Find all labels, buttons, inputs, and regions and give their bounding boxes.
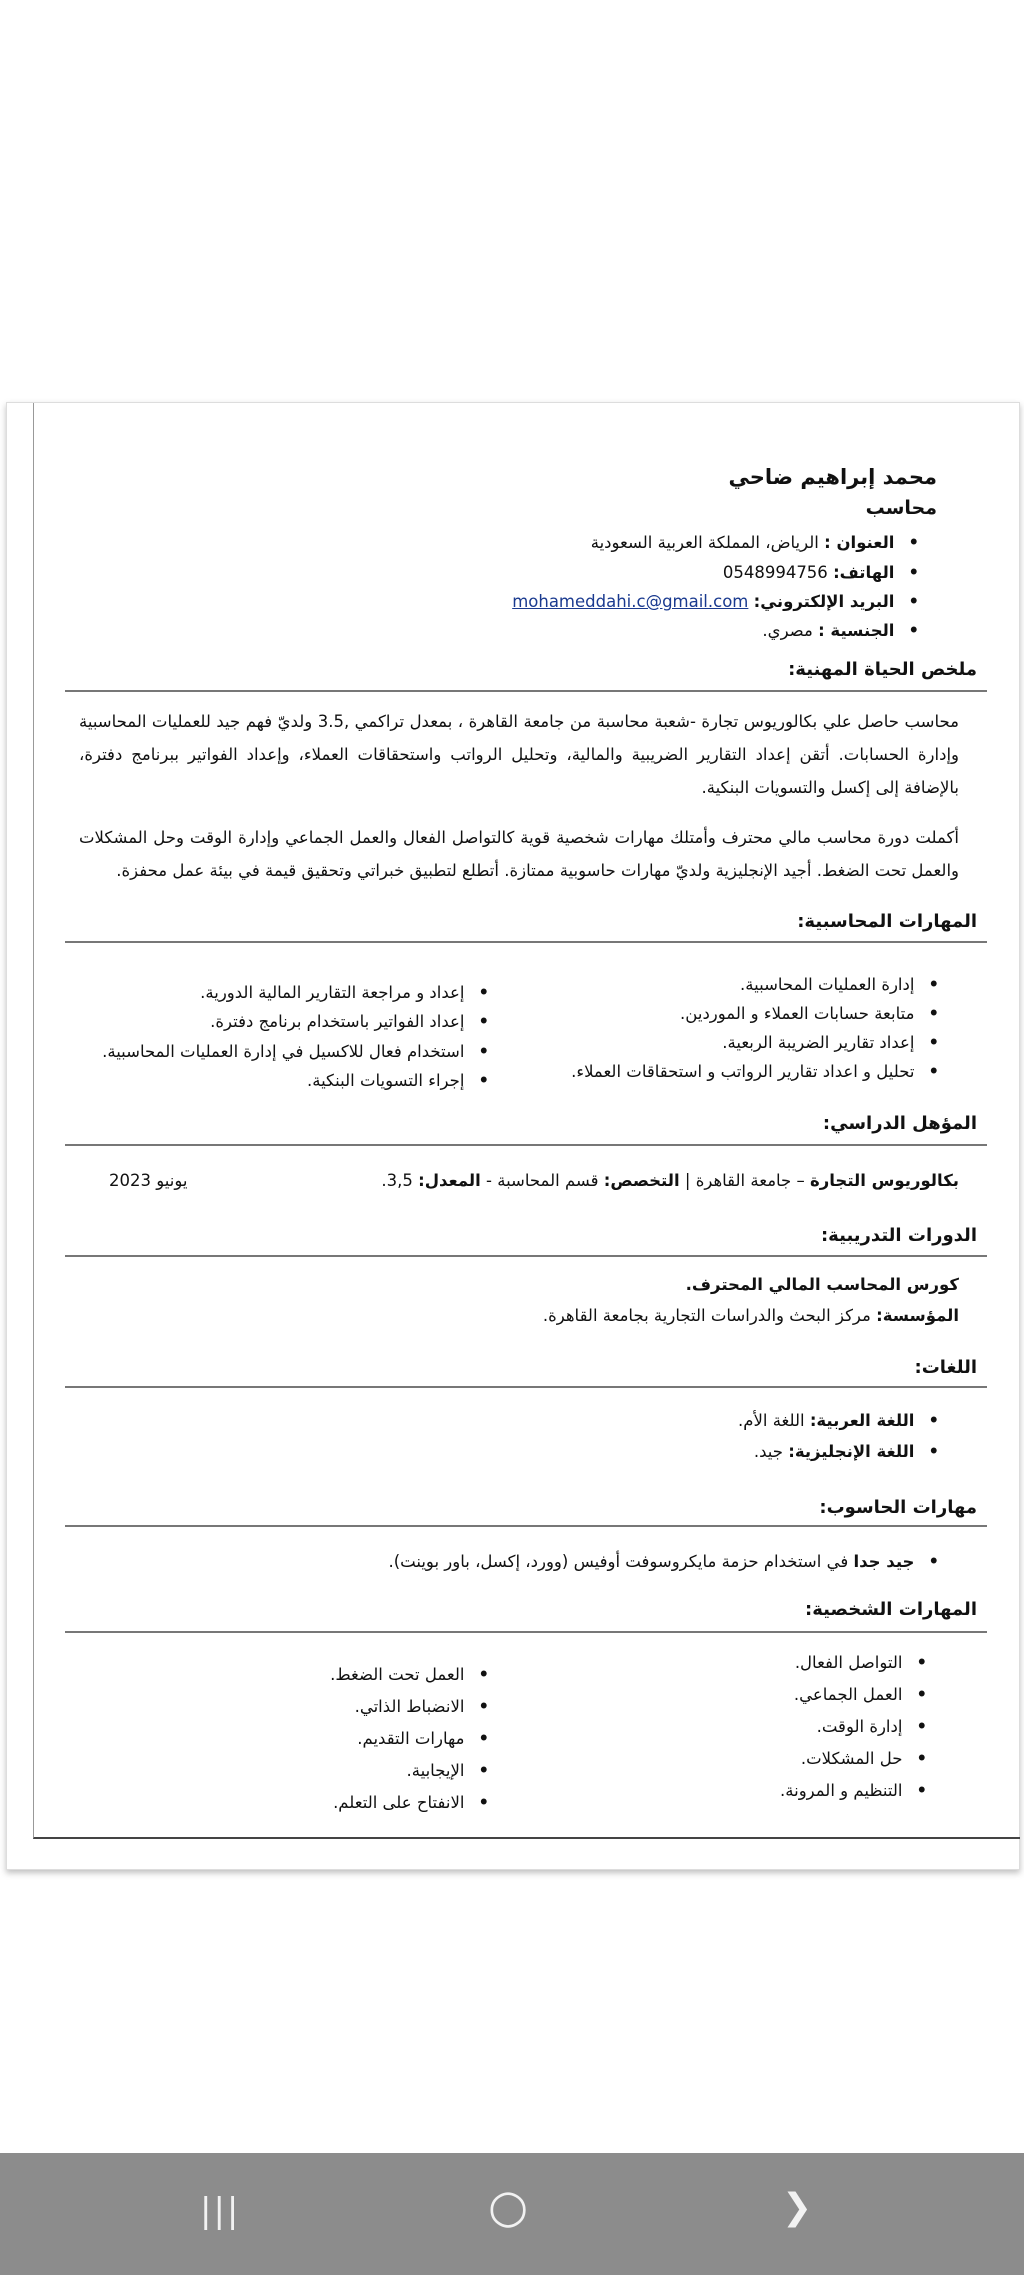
list-item: • الانضباط الذاتي. [355,1697,489,1716]
contact-phone [723,563,919,582]
language-english [754,1442,939,1461]
divider [65,941,987,943]
skill-text: في استخدام حزمة مايكروسوفت أوفيس (وورد، إكسل، باور بوينت). [388,1552,854,1571]
languages-heading: اللغات: [914,1357,977,1378]
major-label: التخصص: [603,1171,680,1190]
list-item: • إعداد الفواتير باستخدام برنامج دفترة. [210,1012,489,1031]
list-item: • الإيجابية. [407,1761,489,1780]
list-item: • إعداد تقارير الضريبة الربعية. [722,1033,939,1052]
list-item: • إعداد و مراجعة التقارير المالية الدورية. [200,983,489,1002]
divider [65,1255,987,1257]
skill-level: جيد جدا [853,1552,915,1571]
phone-value: 0548994756 [722,563,828,582]
summary-paragraph-1: محاسب حاصل علي بكالوريوس تجارة -شعبة محاسبة من جامعة القاهرة ، بمعدل تراكمي ,3.5 ولديّ فهم جيد للعمليات المحاسبية وإدارة الحسابات. أتقن إعداد التقارير الضريبية والمالية، وتحليل الرواتب واستحقاقات العملاء، وإعداد الفواتير ببرنامج دفترة، بالإضافة إلى إكسل والتسويات البنكية. [79,712,959,797]
resume-page [6,402,1020,1870]
list-item: • مهارات التقديم. [357,1729,489,1748]
contact-email [512,592,919,611]
list-item: • العمل الجماعي. [794,1685,927,1704]
university: – جامعة القاهرة | [679,1171,810,1190]
institution-label: المؤسسة: [876,1306,959,1325]
language-label: اللغة الإنجليزية: [788,1442,915,1461]
list-item: • إدارة الوقت. [817,1717,927,1736]
list-item: • التنظيم و المرونة. [780,1781,927,1800]
divider [65,1631,987,1633]
education-heading: المؤهل الدراسي: [822,1113,977,1134]
language-label: اللغة العربية: [809,1411,915,1430]
list-item: • استخدام فعال للاكسيل في إدارة العمليات المحاسبية. [102,1042,489,1061]
email-label: البريد الإلكتروني: [753,592,895,611]
course-title: كورس المحاسب المالي المحترف. [685,1275,959,1294]
recent-apps-icon[interactable]: ||| [200,2191,241,2231]
major: قسم المحاسبة - [480,1171,604,1190]
computer-skill-item [388,1552,939,1571]
degree: بكالوريوس التجارة [810,1171,959,1190]
summary-heading: ملخص الحياة المهنية: [788,659,977,680]
gpa: 3,5. [381,1171,419,1190]
candidate-name: محمد إبراهيم ضاحي [728,465,937,489]
summary-paragraph-2: أكملت دورة محاسب مالي محترف وأمتلك مهارات شخصية قوية كالتواصل الفعال والعمل الجماعي وإدارة الوقت وحل المشكلات والعمل تحت الضغط. أجيد الإنجليزية ولديّ مهارات حاسوبية ممتازة. أتطلع لتطبيق خبراتي وتحقيق قيمة في بيئة عمل محفزة. [79,828,959,880]
language-level: جيد. [753,1442,789,1461]
list-item: • تحليل و اعداد تقارير الرواتب و استحقاقات العملاء. [571,1062,939,1081]
home-icon[interactable]: ○ [488,2179,529,2233]
personal-skills-heading: المهارات الشخصية: [805,1599,977,1620]
email-link[interactable]: mohameddahi.c@gmail.com [512,592,749,611]
education-entry [381,1171,959,1190]
list-item: • العمل تحت الضغط. [330,1665,489,1684]
course-institution [543,1306,959,1325]
job-title: محاسب [865,497,937,519]
nationality-value: مصري. [762,621,813,640]
divider [65,1386,987,1388]
list-item: • حل المشكلات. [801,1749,927,1768]
list-item: • إجراء التسويات البنكية. [307,1071,489,1090]
android-navigation-bar [0,2153,1024,2275]
back-icon[interactable]: ❯ [782,2187,813,2228]
gpa-label: المعدل: [418,1171,481,1190]
computer-skills-heading: مهارات الحاسوب: [819,1497,977,1518]
list-item: • إدارة العمليات المحاسبية. [740,975,939,994]
accounting-skills-heading: المهارات المحاسبية: [797,911,977,932]
divider [65,1525,987,1527]
institution-value: مركز البحث والدراسات التجارية بجامعة القاهرة. [542,1306,877,1325]
address-label: العنوان : [824,533,895,552]
language-level: اللغة الأم. [738,1411,810,1430]
divider [65,690,987,692]
divider [65,1144,987,1146]
courses-heading: الدورات التدريبية: [820,1225,977,1246]
contact-nationality [762,621,919,640]
contact-address [591,533,919,552]
list-item: • التواصل الفعال. [795,1653,927,1672]
list-item: • متابعة حسابات العملاء و الموردين. [680,1004,939,1023]
address-value: الرياض، المملكة العربية السعودية [590,533,819,552]
language-arabic [738,1411,939,1430]
nationality-label: الجنسية : [818,621,895,640]
phone-label: الهاتف: [833,563,895,582]
graduation-date: يونيو 2023 [109,1171,188,1190]
list-item: • الانفتاح على التعلم. [333,1793,489,1812]
